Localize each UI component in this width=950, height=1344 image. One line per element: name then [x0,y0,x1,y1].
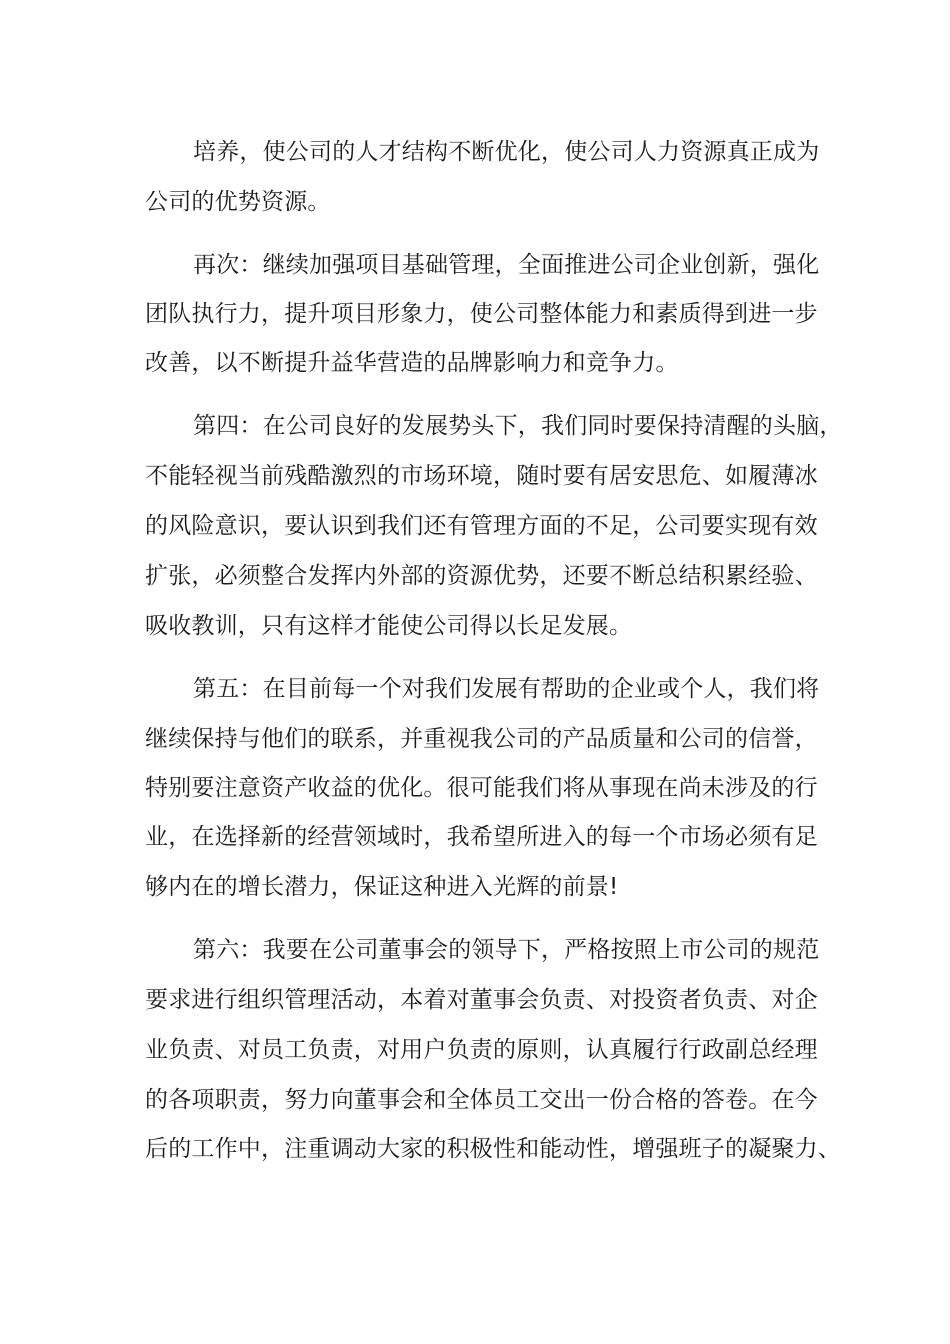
paragraph-line: 不能轻视当前残酷激烈的市场环境，随时要有居安思危、如履薄冰 [145,463,818,489]
paragraph-line: 扩张，必须整合发挥内外部的资源优势，还要不断总结积累经验、 [145,563,818,589]
paragraph-line: 培养，使公司的人才结构不断优化，使公司人力资源真正成为 [193,139,820,165]
paragraph-line: 第六：我要在公司董事会的领导下，严格按照上市公司的规范 [193,937,820,963]
paragraph-line: 的各项职责，努力向董事会和全体员工交出一份合格的答卷。在今 [145,1087,818,1113]
paragraph-line: 团队执行力，提升项目形象力，使公司整体能力和素质得到进一步 [145,301,818,327]
paragraph-line: 特别要注意资产收益的优化。很可能我们将从事现在尚未涉及的行 [145,775,818,801]
paragraph-line: 第五：在目前每一个对我们发展有帮助的企业或个人，我们将 [193,676,820,702]
paragraph-line: 够内在的增长潜力，保证这种进入光辉的前景! [145,874,619,900]
paragraph-line: 业负责、对员工负责，对用户负责的原则，认真履行行政副总经理 [145,1037,818,1063]
paragraph-line: 改善，以不断提升益华营造的品牌影响力和竞争力。 [145,350,679,376]
paragraph-line: 的风险意识，要认识到我们还有管理方面的不足，公司要实现有效 [145,513,818,539]
paragraph-line: 业，在选择新的经营领域时，我希望所进入的每一个市场必须有足 [145,824,818,850]
paragraph-line: 公司的优势资源。 [145,189,331,215]
paragraph-line: 继续保持与他们的联系，并重视我公司的产品质量和公司的信誉， [145,726,818,752]
paragraph-line: 要求进行组织管理活动，本着对董事会负责、对投资者负责、对企 [145,987,818,1013]
paragraph-line: 再次：继续加强项目基础管理，全面推进公司企业创新，强化 [193,252,820,278]
paragraph-line: 吸收教训，只有这样才能使公司得以长足发展。 [145,613,633,639]
paragraph-line: 第四：在公司良好的发展势头下，我们同时要保持清醒的头脑， [193,413,843,439]
paragraph-line: 后的工作中，注重调动大家的积极性和能动性，增强班子的凝聚力、 [145,1136,841,1162]
